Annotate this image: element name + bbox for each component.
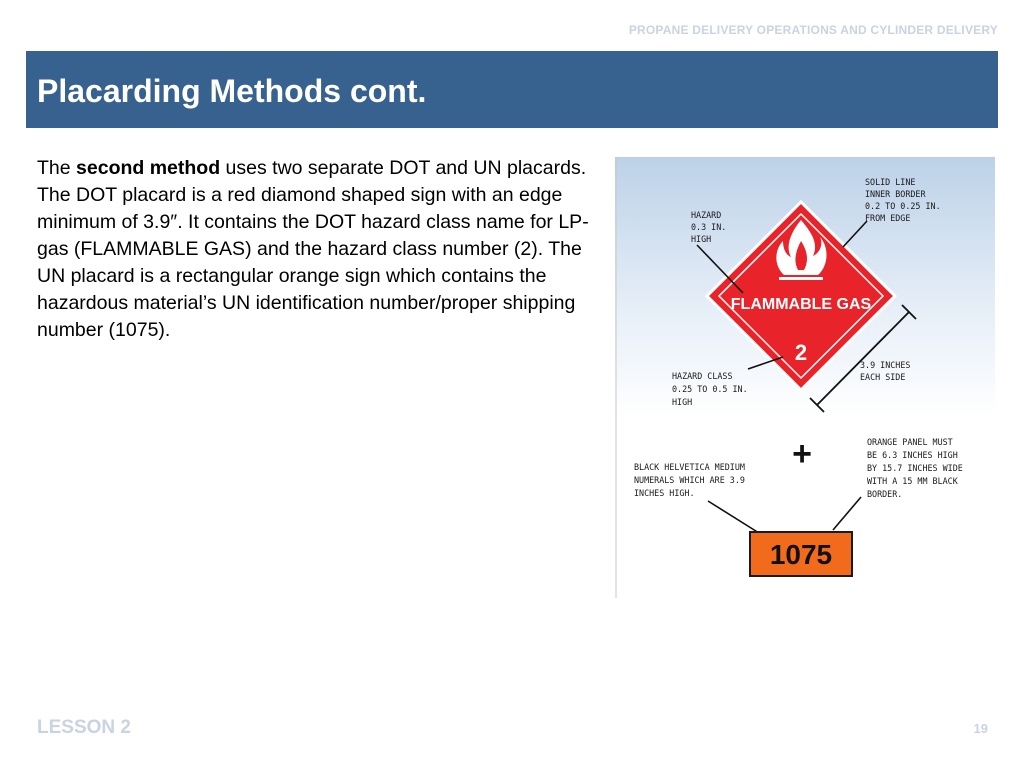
leader-numerals: [708, 501, 759, 533]
title-bar: [26, 51, 998, 128]
annotation-numerals: BLACK HELVETICA MEDIUM NUMERALS WHICH ARE 3.9 INCHES HIGH.: [634, 462, 745, 498]
un-placard: [750, 532, 852, 576]
leader-orange-panel: [833, 497, 861, 530]
placard-name: FLAMMABLE GAS: [730, 296, 872, 313]
body-paragraph: [37, 155, 607, 344]
annotation-inches-each-side: 3.9 INCHES EACH SIDE: [860, 360, 911, 382]
hazard-class-number: 2: [794, 340, 808, 365]
footer-lesson: LESSON 2: [37, 717, 131, 738]
placard-figure: [615, 157, 995, 598]
deck-title: PROPANE DELIVERY OPERATIONS AND CYLINDER DELIVERY: [628, 23, 998, 37]
slide-title: Placarding Methods cont.: [37, 73, 427, 109]
body-emphasis: second method: [76, 157, 221, 179]
annotation-hazard-height: HAZARD 0.3 IN. HIGH: [691, 210, 727, 244]
annotation-orange-panel: ORANGE PANEL MUST BE 6.3 INCHES HIGH BY 15.7 INCHES WIDE WITH A 15 MM BLACK BORDER.: [867, 437, 963, 499]
page-number: 19: [973, 721, 988, 736]
plus-sign: +: [792, 435, 812, 473]
body-rest: uses two separate DOT and UN placards. The DOT placard is a red diamond shaped sign with an edge minimum of 3.9″. It contains the DOT hazard class name for LP-gas (FLAMMABLE GAS) and the hazard class number (2). The UN placard is a rectangular orange sign which contains the hazardous material’s UN identification number/proper shipping number (1075).: [37, 157, 589, 341]
annotation-solid-line: SOLID LINE INNER BORDER 0.2 TO 0.25 IN. FROM EDGE: [865, 177, 941, 223]
un-number: 1075: [769, 539, 833, 570]
body-intro: The: [37, 157, 77, 179]
annotation-hazard-class: HAZARD CLASS 0.25 TO 0.5 IN. HIGH: [672, 371, 748, 407]
